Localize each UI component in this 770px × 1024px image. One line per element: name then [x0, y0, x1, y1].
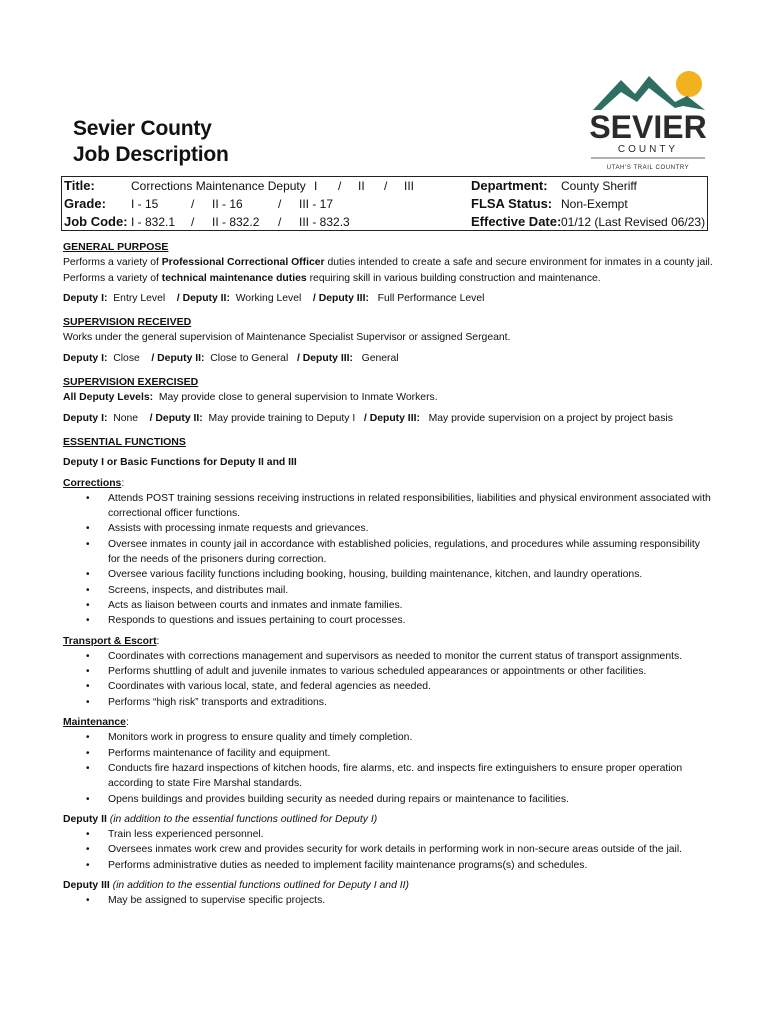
transport-list — [63, 649, 713, 710]
sr-level1-key: Deputy I: — [63, 352, 108, 364]
grade-1: I - 15 — [131, 197, 159, 211]
sr-level3-key: Deputy III: — [302, 352, 353, 364]
deputy2-label: Deputy II — [63, 813, 107, 825]
title-value: Corrections Maintenance Deputy — [131, 179, 306, 193]
list-item: • Performs maintenance of facility and equipment. — [108, 746, 713, 761]
department-value: County Sheriff — [561, 179, 637, 193]
deputy3-note: (in addition to the essential functions outlined for Deputy I and II) — [112, 879, 409, 891]
list-item: • Responds to questions and issues pertaining to court processes. — [108, 613, 713, 628]
flsa-key: FLSA Status: — [471, 196, 553, 211]
jobcode-3: III - 832.3 — [299, 215, 350, 229]
header-row-title — [62, 177, 707, 195]
sevier-county-logo — [583, 66, 713, 174]
supervision-exercised-heading: SUPERVISION EXERCISED — [63, 376, 199, 389]
list-item: • Performs administrative duties as needed to implement facility maintenance programs(s) and schedules. — [108, 858, 713, 873]
sr-level3-val: General — [361, 352, 399, 364]
essential-functions-heading: ESSENTIAL FUNCTIONS — [63, 435, 186, 448]
logo-name: SEVIER — [589, 109, 707, 145]
grade-sep-2: / — [278, 197, 282, 211]
general-purpose-line-1 — [63, 255, 713, 270]
document-body — [63, 240, 713, 909]
flsa-value: Non-Exempt — [561, 197, 628, 211]
header-row-grade — [62, 195, 707, 213]
list-item: • Oversee various facility functions including booking, housing, building maintenance, kitchen, and laundry operations. — [108, 567, 713, 582]
jobcode-2: II - 832.2 — [212, 215, 260, 229]
sr-level2-val: Close to General — [210, 352, 289, 364]
supervision-received-levels: Deputy I: Close / Deputy II: Close to General / Deputy III: General — [63, 352, 399, 364]
jobcode-sep-1: / — [191, 215, 195, 229]
gp-level1-val: Entry Level — [113, 292, 166, 304]
list-item: • Screens, inspects, and distributes mail. — [108, 583, 713, 598]
gp-level1-key: Deputy I: — [63, 292, 108, 304]
general-purpose-heading: GENERAL PURPOSE — [63, 241, 169, 253]
se-level2-key: Deputy II: — [155, 412, 203, 424]
list-item: • Attends POST training sessions receiving instructions in related responsibilities, liabilities and physical environment associated with correctional officer functions. — [108, 491, 713, 522]
deputy2-list — [63, 827, 713, 873]
se-level1-key: Deputy I: — [63, 412, 108, 424]
logo-tagline: UTAH'S TRAIL COUNTRY — [606, 165, 690, 171]
supervision-exercised-all — [63, 390, 713, 405]
deputy3-label-line — [63, 878, 713, 893]
title-level-2: II — [358, 179, 365, 193]
jobcode-sep-2: / — [278, 215, 282, 229]
deputy2-label-line — [63, 812, 713, 827]
se-all-key: All Deputy Levels: — [63, 392, 154, 404]
list-item: • Performs “high risk” transports and extraditions. — [108, 695, 713, 710]
corrections-label-line: Corrections: — [63, 477, 125, 489]
list-item: • Assists with processing inmate requests and grievances. — [108, 521, 713, 536]
gp-line1-pre: Performs a variety of — [63, 257, 162, 269]
gp-level2-key: Deputy II: — [182, 292, 230, 304]
supervision-received-heading: SUPERVISION RECEIVED — [63, 316, 192, 329]
transport-label-line: Transport & Escort: — [63, 635, 160, 647]
grade-2: II - 16 — [212, 197, 243, 211]
gp-line1-post: duties intended to create a safe and secure environment for inmates in a county jail. — [324, 257, 713, 269]
sr-level1-val: Close — [113, 352, 140, 364]
corrections-list — [63, 491, 713, 629]
jobcode-key: Job Code: — [64, 214, 128, 229]
title-level-1: I — [314, 179, 318, 193]
transport-label: Transport & Escort — [63, 635, 157, 647]
effective-date-value: 01/12 (Last Revised 06/23) — [561, 215, 706, 229]
general-purpose-levels: Deputy I: Entry Level / Deputy II: Working Level / Deputy III: Full Performance Level — [63, 292, 485, 304]
gp-line1-bold: Professional Correctional Officer — [161, 257, 325, 269]
effective-date-key: Effective Date: — [471, 214, 562, 229]
title-sep-2: / — [384, 179, 388, 193]
list-item: • Opens buildings and provides building security as needed during repairs or maintenance to facilities. — [108, 792, 713, 807]
se-level1-val: None — [113, 412, 139, 424]
list-item: • Acts as liaison between courts and inmates and inmate families. — [108, 598, 713, 613]
grade-3: III - 17 — [299, 197, 334, 211]
list-item: • Coordinates with corrections management and supervisors as needed to monitor the current status of transport assignments. — [108, 649, 713, 664]
title-line-1: Sevier County — [73, 117, 212, 140]
jobcode-1: I - 832.1 — [131, 215, 176, 229]
se-level3-key: Deputy III: — [369, 412, 420, 424]
deputy2-note: (in addition to the essential functions outlined for Deputy I) — [109, 813, 378, 825]
list-item: • Monitors work in progress to ensure quality and timely completion. — [108, 730, 713, 745]
gp-level3-key: Deputy III: — [318, 292, 369, 304]
job-header-table — [61, 176, 708, 231]
list-item: • May be assigned to supervise specific projects. — [108, 893, 713, 908]
maintenance-label-line: Maintenance: — [63, 717, 129, 729]
essential-subheading: Deputy I or Basic Functions for Deputy II and III — [63, 457, 297, 469]
header-row-jobcode — [62, 213, 707, 231]
supervision-received-text: Works under the general supervision of Maintenance Specialist Supervisor or assigned Sergeant. — [63, 332, 511, 344]
title-sep-1: / — [338, 179, 342, 193]
deputy3-label: Deputy III — [63, 879, 110, 891]
grade-sep-1: / — [191, 197, 195, 211]
maintenance-label: Maintenance — [63, 717, 126, 729]
gp-line2-bold: technical maintenance duties — [161, 272, 307, 284]
list-item: • Train less experienced personnel. — [108, 827, 713, 842]
corrections-label: Corrections — [63, 477, 122, 489]
maintenance-list — [63, 730, 713, 806]
se-level2-val: May provide training to Deputy I — [208, 412, 356, 424]
gp-line2-post: requiring skill in various building construction and maintenance. — [306, 272, 601, 284]
title-key: Title: — [64, 178, 95, 193]
general-purpose-line-2 — [63, 271, 713, 286]
list-item: • Performs shuttling of adult and juvenile inmates to various scheduled appearances or appointments or other facilities. — [108, 664, 713, 679]
gp-level2-val: Working Level — [235, 292, 302, 304]
title-level-3: III — [404, 179, 415, 193]
grade-key: Grade: — [64, 196, 106, 211]
se-all-val: May provide close to general supervision to Inmate Workers. — [158, 392, 438, 404]
list-item: • Coordinates with various local, state, and federal agencies as needed. — [108, 679, 713, 694]
document-title — [73, 116, 229, 168]
logo-county: COUNTY — [617, 144, 679, 155]
list-item: • Oversees inmates work crew and provides security for work details in performing work in non-secure areas outside of the jail. — [108, 842, 713, 857]
department-key: Department: — [471, 178, 548, 193]
gp-line2-pre: Performs a variety of — [63, 272, 162, 284]
list-item: • Conducts fire hazard inspections of kitchen hoods, fire alarms, etc. and inspects fire extinguishers to ensure proper operation according to state Fire Marshal standards. — [108, 761, 713, 792]
se-level3-val: May provide supervision on a project by project basis — [428, 412, 673, 424]
sr-level2-key: Deputy II: — [157, 352, 205, 364]
supervision-exercised-levels: Deputy I: None / Deputy II: May provide training to Deputy I / Deputy III: May provide supervision on a project by project basis — [63, 412, 673, 424]
list-item: • Oversee inmates in county jail in accordance with established policies, regulations, and procedures while assuming responsibility for the needs of the prisoners during correction. — [108, 537, 713, 568]
title-line-2: Job Description — [73, 143, 229, 166]
deputy3-list — [63, 893, 713, 908]
gp-level3-val: Full Performance Level — [377, 292, 485, 304]
